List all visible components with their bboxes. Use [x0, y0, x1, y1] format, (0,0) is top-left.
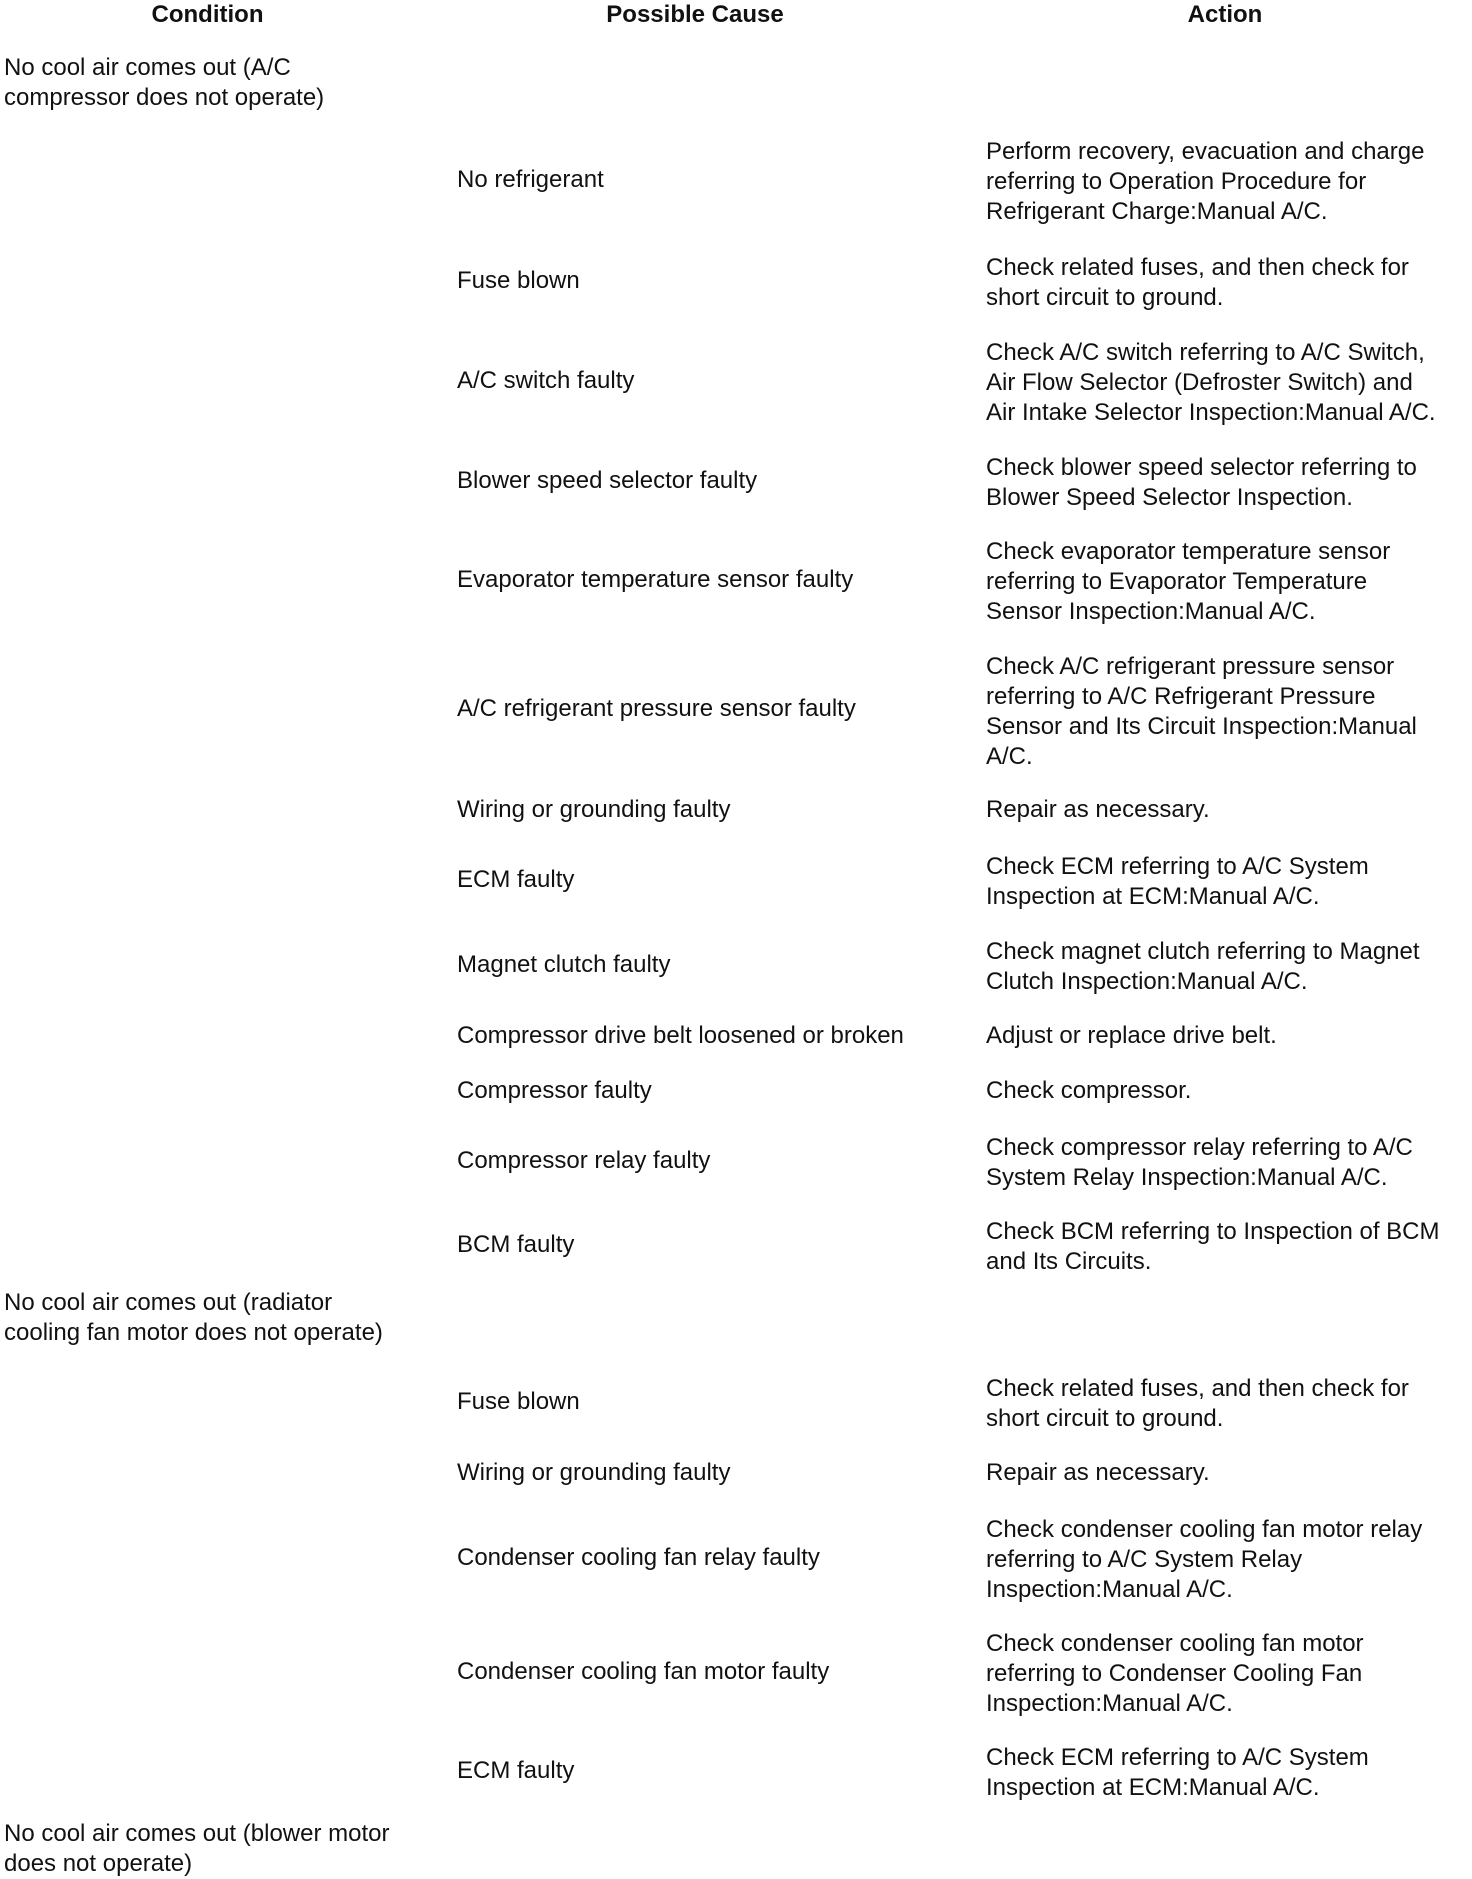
action-ecm-faulty: Check ECM referring to A/C System Inspection at ECM:Manual A/C.	[986, 853, 1369, 910]
cause-ac-switch-faulty: A/C switch faulty	[457, 367, 635, 394]
action-compressor-relay: Check compressor relay referring to A/C System Relay Inspection:Manual A/C.	[986, 1134, 1413, 1191]
action-magnet-clutch: Check magnet clutch referring to Magnet Clutch Inspection:Manual A/C.	[986, 938, 1420, 995]
action-condenser-fan-motor: Check condenser cooling fan motor referring to Condenser Cooling Fan Inspection:Manual A/C.	[986, 1630, 1364, 1717]
header-possible-cause: Possible Cause	[606, 1, 784, 28]
cause-drive-belt: Compressor drive belt loosened or broken	[457, 1022, 904, 1049]
header-condition: Condition	[151, 1, 264, 28]
cause-blower-speed-selector: Blower speed selector faulty	[457, 467, 758, 494]
action-no-refrigerant: Perform recovery, evacuation and charge referring to Operation Procedure for Refrigerant Charge:Manual A/C.	[986, 138, 1425, 225]
action-compressor-faulty: Check compressor.	[986, 1077, 1192, 1104]
action-fuse-blown: Check related fuses, and then check for short circuit to ground.	[986, 1375, 1409, 1432]
cause-wiring-grounding: Wiring or grounding faulty	[457, 1459, 731, 1486]
action-blower-speed-selector: Check blower speed selector referring to Blower Speed Selector Inspection.	[986, 454, 1417, 511]
condition-fan-motor-not-operate: No cool air comes out (radiator cooling fan motor does not operate)	[4, 1289, 383, 1346]
action-condenser-fan-relay: Check condenser cooling fan motor relay referring to A/C System Relay Inspection:Manual A/C.	[986, 1516, 1423, 1603]
cause-compressor-faulty: Compressor faulty	[457, 1077, 652, 1104]
action-pressure-sensor: Check A/C refrigerant pressure sensor referring to A/C Refrigerant Pressure Sensor and Its Circuit Inspection:Manual A/C.	[986, 653, 1417, 770]
action-drive-belt: Adjust or replace drive belt.	[986, 1022, 1277, 1049]
action-wiring-grounding: Repair as necessary.	[986, 1459, 1210, 1486]
header-action: Action	[1187, 1, 1263, 28]
cause-wiring-grounding: Wiring or grounding faulty	[457, 796, 731, 823]
cause-ecm-faulty: ECM faulty	[457, 866, 575, 893]
action-ecm-faulty: Check ECM referring to A/C System Inspection at ECM:Manual A/C.	[986, 1744, 1369, 1801]
cause-fuse-blown: Fuse blown	[457, 267, 580, 294]
action-ac-switch-faulty: Check A/C switch referring to A/C Switch, Air Flow Selector (Defroster Switch) and Air Intake Selector Inspection:Manual A/C.	[986, 339, 1436, 426]
action-evaporator-sensor: Check evaporator temperature sensor referring to Evaporator Temperature Sensor Inspection:Manual A/C.	[986, 538, 1391, 625]
action-bcm-faulty: Check BCM referring to Inspection of BCM and Its Circuits.	[986, 1218, 1440, 1275]
cause-condenser-fan-relay: Condenser cooling fan relay faulty	[457, 1544, 820, 1571]
cause-fuse-blown: Fuse blown	[457, 1388, 580, 1415]
cause-compressor-relay: Compressor relay faulty	[457, 1147, 711, 1174]
condition-compressor-not-operate: No cool air comes out (A/C compressor does not operate)	[4, 54, 325, 111]
cause-bcm-faulty: BCM faulty	[457, 1231, 575, 1258]
cause-no-refrigerant: No refrigerant	[457, 166, 604, 193]
action-fuse-blown: Check related fuses, and then check for short circuit to ground.	[986, 254, 1409, 311]
condition-blower-not-operate: No cool air comes out (blower motor does not operate)	[4, 1820, 390, 1877]
cause-ecm-faulty: ECM faulty	[457, 1757, 575, 1784]
cause-condenser-fan-motor: Condenser cooling fan motor faulty	[457, 1658, 830, 1685]
cause-evaporator-sensor: Evaporator temperature sensor faulty	[457, 566, 854, 593]
cause-pressure-sensor: A/C refrigerant pressure sensor faulty	[457, 695, 856, 722]
action-wiring-grounding: Repair as necessary.	[986, 796, 1210, 823]
cause-magnet-clutch: Magnet clutch faulty	[457, 951, 671, 978]
